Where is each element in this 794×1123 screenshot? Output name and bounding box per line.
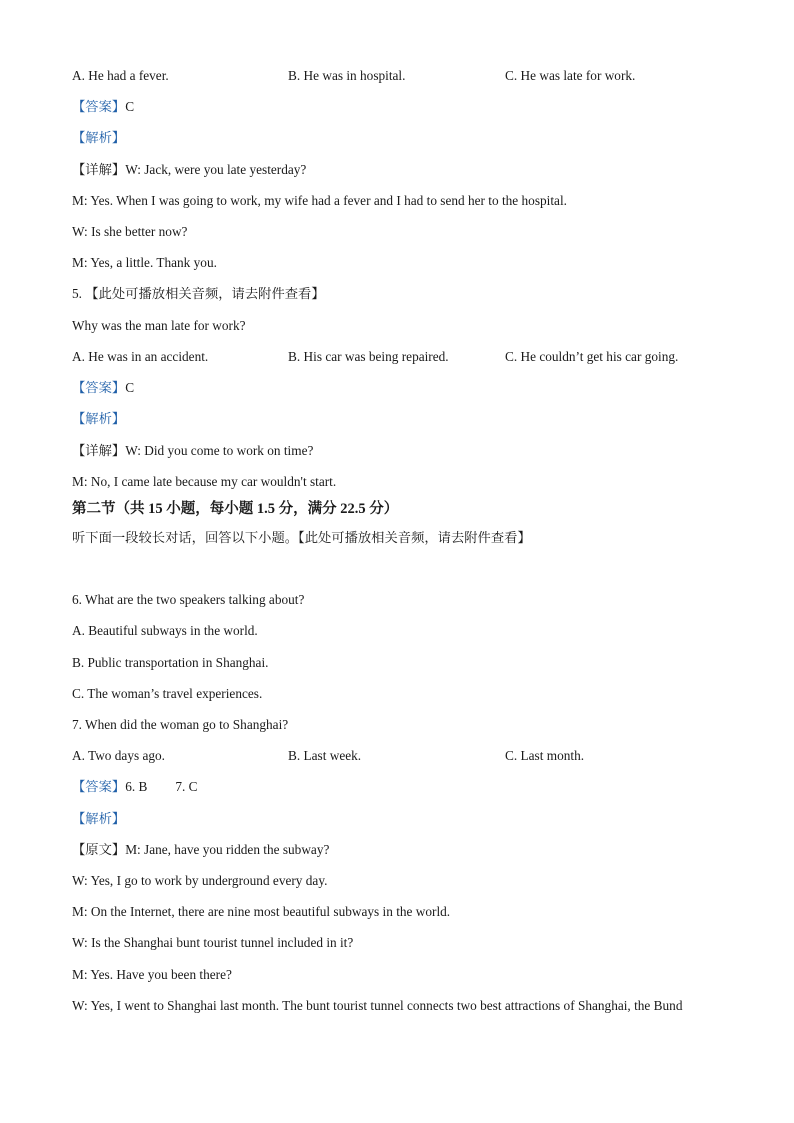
q4-option-c: C. He was late for work. (505, 68, 636, 83)
q5-option-c: C. He couldn’t get his car going. (505, 349, 679, 364)
q6-question: 6. What are the two speakers talking about? (72, 592, 305, 607)
section-instruction: 听下面一段较长对话，回答以下小题。【此处可播放相关音频，请去附件查看】 (72, 530, 531, 545)
q5-option-a: A. He was in an accident. (72, 349, 209, 364)
q6-option-c: C. The woman’s travel experiences. (72, 686, 263, 701)
answer-value: C (125, 380, 135, 395)
dialogue-line: W: Jack, were you late yesterday? (125, 162, 307, 177)
q67-answer (72, 778, 198, 796)
q7-option-c: C. Last month. (505, 748, 585, 763)
q4-analysis-tag: 【解析】 (72, 130, 126, 145)
q4-answer (72, 98, 134, 116)
q5-analysis-tag: 【解析】 (72, 411, 126, 426)
q5-question: Why was the man late for work? (72, 318, 246, 333)
q5-option-b: B. His car was being repaired. (288, 349, 449, 364)
answer-6: 6. B (125, 779, 148, 794)
q5-detail-line-1 (72, 442, 313, 460)
q5-options (72, 348, 752, 366)
section-heading: 第二节（共 15 小题，每小题 1.5 分，满分 22.5 分） (72, 501, 399, 517)
detail-tag: 【详解】 (72, 443, 126, 458)
answer-tag: 【答案】 (72, 99, 126, 114)
dialogue-line: W: Did you come to work on time? (125, 443, 314, 458)
answer-7: 7. C (175, 779, 198, 794)
q7-question: 7. When did the woman go to Shanghai? (72, 717, 289, 732)
q4-option-a: A. He had a fever. (72, 68, 169, 83)
q7-options (72, 747, 752, 765)
q4-options (72, 67, 752, 85)
dialogue-line: W: Is the Shanghai bunt tourist tunnel included in it? (72, 935, 354, 950)
original-tag: 【原文】 (72, 842, 126, 857)
dialogue-line: W: Is she better now? (72, 224, 188, 239)
dialogue-line: M: No, I came late because my car wouldn't start. (72, 474, 337, 489)
q6-option-a: A. Beautiful subways in the world. (72, 623, 258, 638)
dialogue-line: M: Jane, have you ridden the subway? (125, 842, 330, 857)
q5-answer (72, 379, 134, 397)
q67-analysis-tag: 【解析】 (72, 811, 126, 826)
q7-option-b: B. Last week. (288, 748, 362, 763)
dialogue-line: M: Yes. When I was going to work, my wife had a fever and I had to send her to the hospital. (72, 193, 567, 208)
dialogue-line: W: Yes, I went to Shanghai last month. The bunt tourist tunnel connects two best attractions of Shanghai, the Bund (72, 998, 683, 1013)
answer-tag: 【答案】 (72, 779, 126, 794)
q4-detail-line-1 (72, 161, 306, 179)
q5-number-line: 5. 【此处可播放相关音频，请去附件查看】 (72, 286, 325, 301)
dialogue-line: M: Yes, a little. Thank you. (72, 255, 217, 270)
detail-tag: 【详解】 (72, 162, 126, 177)
answer-tag: 【答案】 (72, 380, 126, 395)
dialogue-line: M: Yes. Have you been there? (72, 967, 232, 982)
dialogue-line: M: On the Internet, there are nine most beautiful subways in the world. (72, 904, 451, 919)
dialogue-line: W: Yes, I go to work by underground every day. (72, 873, 328, 888)
q67-original-line-1 (72, 841, 329, 859)
q7-option-a: A. Two days ago. (72, 748, 165, 763)
answer-value: C (125, 99, 135, 114)
q4-option-b: B. He was in hospital. (288, 68, 406, 83)
q6-option-b: B. Public transportation in Shanghai. (72, 655, 269, 670)
